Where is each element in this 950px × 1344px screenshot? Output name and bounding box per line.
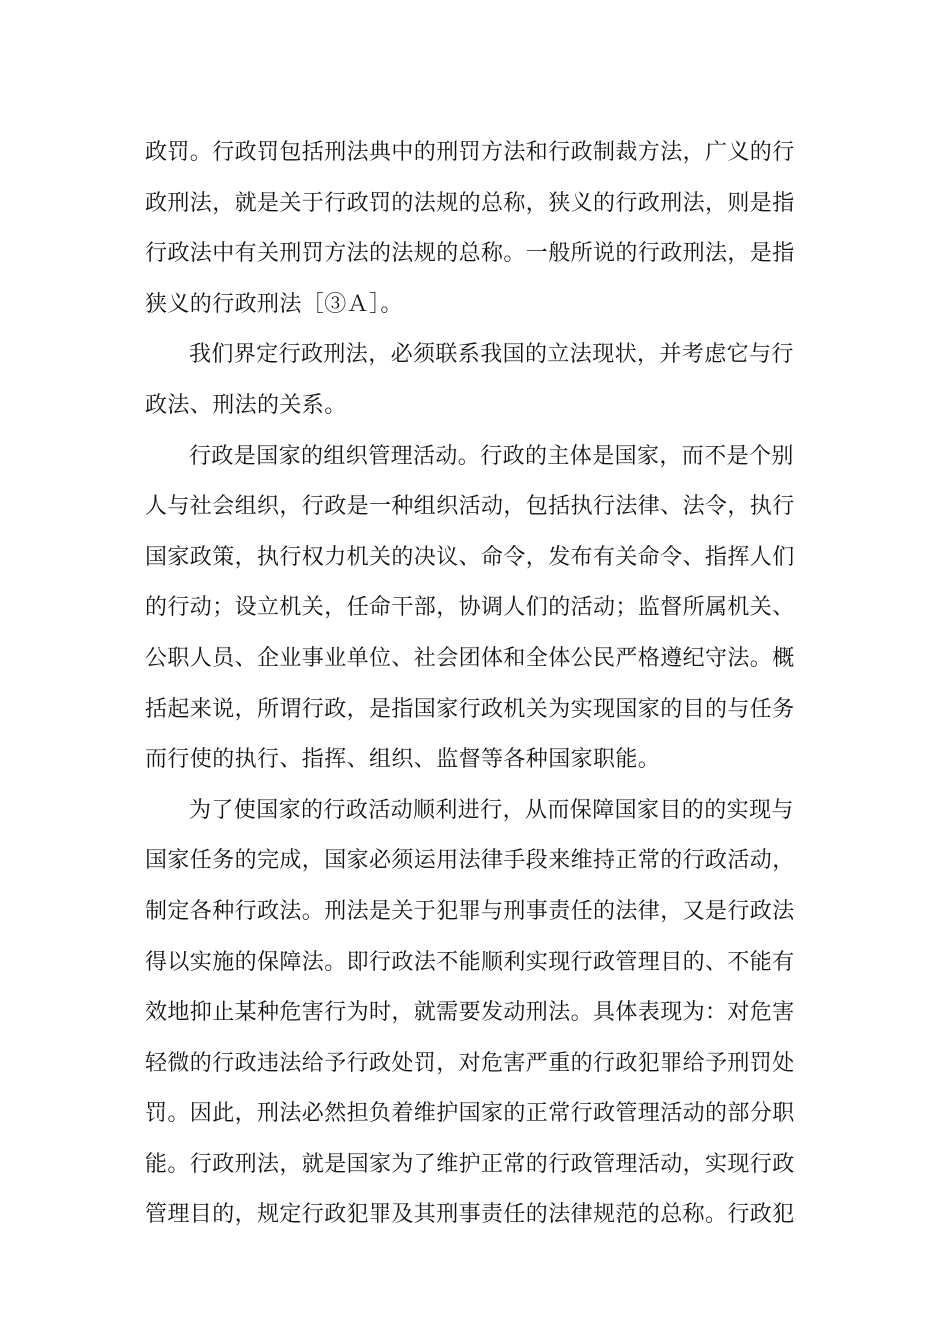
text-line: 人与社会组织，行政是一种组织活动，包括执行法律、法令，执行 [145, 494, 795, 520]
text-line: 能。行政刑法，就是国家为了维护正常的行政管理活动，实现行政 [145, 1151, 795, 1177]
text-line: 轻微的行政违法给予行政处罚，对危害严重的行政犯罪给予刑罚处 [145, 1050, 795, 1076]
text-line: 行政是国家的组织管理活动。行政的主体是国家，而不是个别 [189, 443, 794, 469]
text-line: 得以实施的保障法。即行政法不能顺利实现行政管理目的、不能有 [145, 949, 795, 975]
text-line: 制定各种行政法。刑法是关于犯罪与刑事责任的法律，又是行政法 [145, 898, 795, 924]
document-body [145, 128, 795, 1241]
text-line: 狭义的行政刑法［③Ａ］。 [145, 291, 403, 317]
text-line: 而行使的执行、指挥、组织、监督等各种国家职能。 [145, 747, 661, 773]
text-line: 的行动；设立机关，任命干部，协调人们的活动；监督所属机关、 [145, 595, 795, 621]
text-line: 政罚。行政罚包括刑法典中的刑罚方法和行政制裁方法，广义的行 [145, 140, 795, 165]
paragraph-4 [145, 786, 795, 1241]
text-line: 括起来说，所谓行政，是指国家行政机关为实现国家的目的与任务 [145, 696, 795, 722]
text-line: 为了使国家的行政活动顺利进行，从而保障国家目的的实现与 [189, 797, 794, 823]
text-line: 管理目的，规定行政犯罪及其刑事责任的法律规范的总称。行政犯 [145, 1202, 795, 1228]
text-line: 罚。因此，刑法必然担负着维护国家的正常行政管理活动的部分职 [145, 1101, 795, 1127]
paragraph-2 [145, 330, 795, 431]
text-line: 效地抑止某种危害行为时，就需要发动刑法。具体表现为：对危害 [145, 1000, 795, 1026]
text-line: 国家任务的完成，国家必须运用法律手段来维持正常的行政活动， [145, 848, 795, 874]
paragraph-3 [145, 432, 795, 786]
text-line: 我们界定行政刑法，必须联系我国的立法现状，并考虑它与行 [189, 342, 794, 368]
text-line: 公职人员、企业事业单位、社会团体和全体公民严格遵纪守法。概 [145, 645, 795, 671]
text-line: 国家政策，执行权力机关的决议、命令，发布有关命令、指挥人们 [145, 544, 795, 570]
text-line: 行政法中有关刑罚方法的法规的总称。一般所说的行政刑法，是指 [145, 241, 795, 267]
text-line: 政法、刑法的关系。 [145, 392, 347, 418]
paragraph-1 [145, 128, 795, 330]
text-line: 政刑法，就是关于行政罚的法规的总称，狭义的行政刑法，则是指 [145, 190, 795, 216]
